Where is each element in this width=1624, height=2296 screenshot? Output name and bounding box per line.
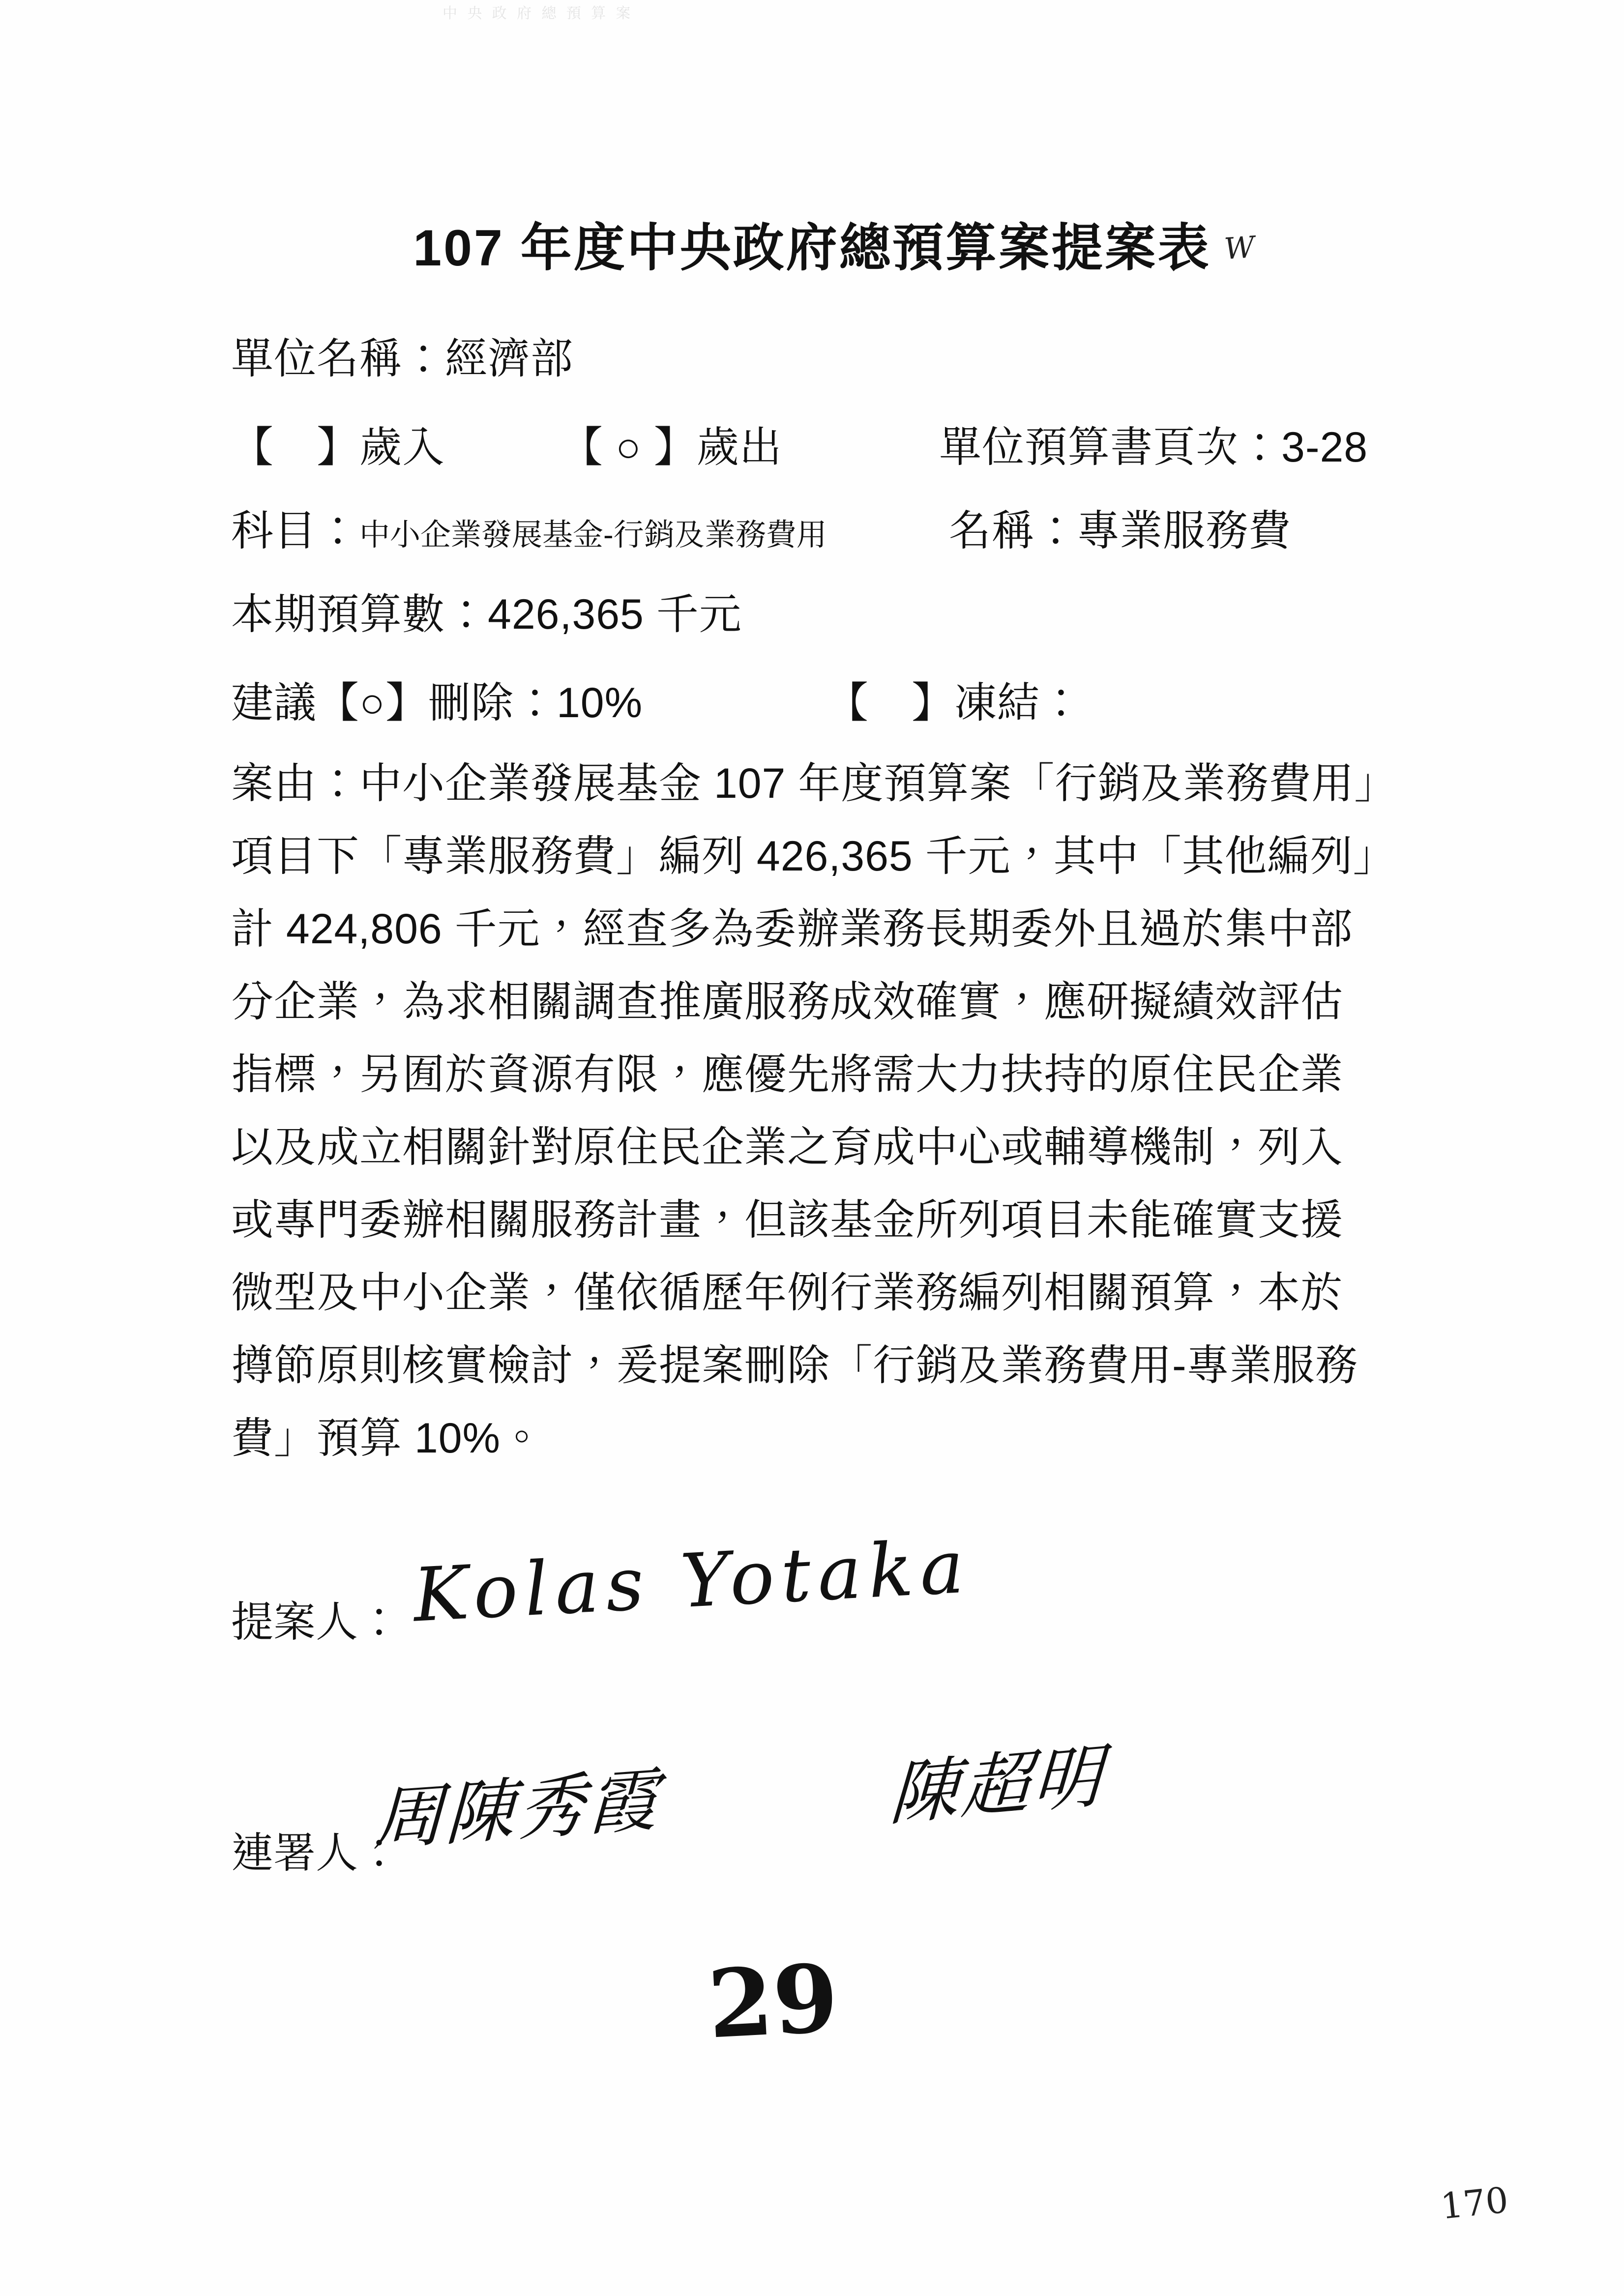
unit-name-row <box>231 324 573 385</box>
current-budget-row <box>231 580 742 641</box>
subject-row <box>231 496 827 557</box>
revenue-checkbox[interactable]: 【 】歲入 <box>231 424 445 471</box>
name-label: 名稱： <box>949 507 1077 554</box>
unit-name-value: 經濟部 <box>445 335 573 382</box>
handwritten-page-number: 29 <box>705 1943 841 2060</box>
reason-line: 微型及中小企業，僅依循歷年例行業務編列相關預算，本於 <box>231 1269 1343 1316</box>
budget-page-value: 3-28 <box>1281 424 1368 471</box>
reason-line: 指標，另囿於資源有限，應優先將需大力扶持的原住民企業 <box>231 1051 1343 1098</box>
proposer-signature: Kolas Yotaka <box>411 1524 973 1639</box>
expenditure-checkbox[interactable]: 【 ○ 】歲出 <box>561 424 782 471</box>
corner-page-number: 170 <box>1438 2179 1510 2227</box>
unit-name-label: 單位名稱： <box>231 335 445 382</box>
reason-line: 或專門委辦相關服務計畫，但該基金所列項目未能確實支援 <box>231 1196 1343 1244</box>
reason-line: 以及成立相關針對原住民企業之育成中心或輔導機制，列入 <box>231 1124 1343 1171</box>
reason-first-line <box>231 747 1421 820</box>
scan-artifact-text: 中 央 政 府 總 預 算 案 <box>443 5 634 22</box>
reason-line: 項目下「專業服務費」編列 426,365 千元，其中「其他編列」 <box>231 833 1396 880</box>
title-annotation-mark: W <box>1223 230 1256 267</box>
cosigner-label: 連署人： <box>231 1830 400 1877</box>
reason-line: 費」預算 10%。 <box>231 1415 544 1462</box>
reason-label: 案由： <box>231 760 359 807</box>
proposal-row <box>231 668 643 729</box>
delete-value: 10% <box>556 679 643 727</box>
subject-label: 科目： <box>231 507 359 554</box>
budget-page-row <box>939 413 1368 474</box>
freeze-checkbox[interactable]: 【 】凍結： <box>826 679 1083 727</box>
reason-line: 分企業，為求相關調查推廣服務成效確實，應研擬績效評估 <box>231 978 1343 1025</box>
name-value: 專業服務費 <box>1077 507 1291 554</box>
proposal-label: 建議 <box>231 679 317 727</box>
budget-page-label: 單位預算書頁次： <box>939 424 1281 471</box>
reason-block <box>231 747 1421 1475</box>
reason-line-0: 中小企業發展基金 107 年度預算案「行銷及業務費用」 <box>359 760 1397 807</box>
current-budget-label: 本期預算數： <box>231 591 488 638</box>
page-title: 107 年度中央政府總預算案提案表 <box>413 220 1211 277</box>
proposer-label: 提案人： <box>231 1598 400 1646</box>
reason-line: 撙節原則核實檢討，爰提案刪除「行銷及業務費用-專業服務 <box>231 1342 1358 1389</box>
name-row <box>949 496 1291 557</box>
delete-checkbox[interactable]: 【○】刪除： <box>317 679 557 727</box>
reason-line: 計 424,806 千元，經查多為委辦業務長期委外且過於集中部 <box>231 905 1353 953</box>
cosigner-signature-1: 周陳秀霞 <box>372 1760 662 1860</box>
subject-value: 中小企業發展基金-行銷及業務費用 <box>359 518 827 552</box>
current-budget-value: 426,365 千元 <box>488 591 742 638</box>
cosigner-signature-2: 陳超明 <box>887 1736 1107 1835</box>
